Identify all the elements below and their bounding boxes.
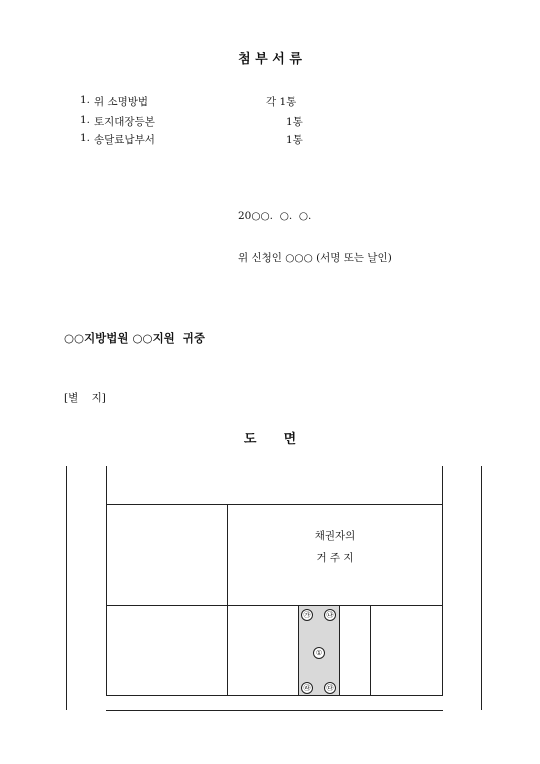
outer-left-line [66,466,67,710]
list-item-qty: 각 1통 [266,96,297,108]
list-item-qty: 1통 [286,134,303,146]
marker-da: ㉰ [324,682,336,694]
list-item-qty: 1통 [286,116,303,128]
residence-label-line2: 거 주 지 [316,552,354,564]
block-left-edge [106,466,107,696]
marker-ra: ㉱ [301,682,313,694]
block-right-edge [442,466,443,696]
bottom-baseline [106,710,443,711]
list-item-name: 위 소명방법 [94,96,149,108]
list-item-name: 토지대장등본 [94,116,155,128]
outer-right-line [481,466,482,710]
block-bottom-edge [106,695,443,696]
list-item-bullet: 1. [80,114,91,126]
marker-one: ① [313,647,325,659]
applicant-signature: 위 신청인 ○○○ (서명 또는 날인) [238,252,392,264]
document-title: 첨 부 서 류 [238,52,302,67]
block-top-edge [106,504,443,505]
list-item-name: 송달료납부서 [94,134,155,146]
appendix-label: [별 지] [64,392,106,404]
marker-ga: ㉮ [301,609,313,621]
lower-right-divider [370,605,371,695]
marker-na: ㉯ [324,609,336,621]
drawing-title: 도 면 [243,432,297,447]
block-middle-edge [106,605,443,606]
list-item-bullet: 1. [80,132,91,144]
list-item-bullet: 1. [80,94,91,106]
document-date: 20○○. ○. ○. [238,210,312,222]
court-addressee: ○○지방법원 ○○지원 귀중 [64,331,206,345]
residence-label-line1: 채권자의 [314,530,356,542]
